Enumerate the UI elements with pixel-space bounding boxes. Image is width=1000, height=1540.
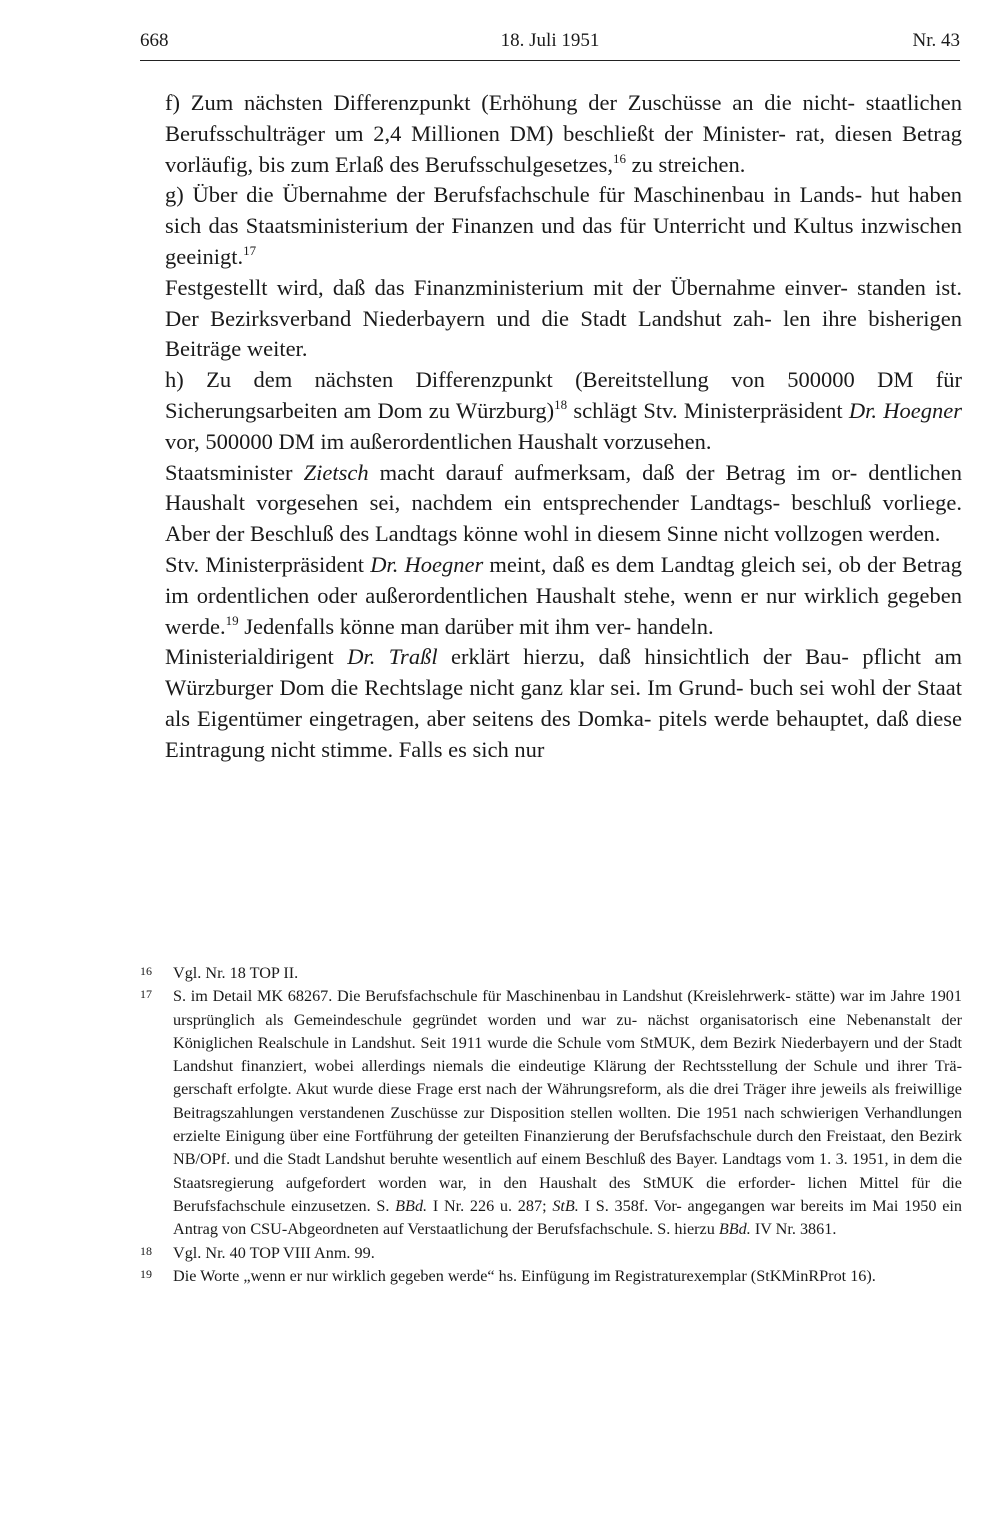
text-run: Vgl. Nr. 40 TOP VIII Anm. 99. [173, 1243, 375, 1262]
paragraph [165, 180, 962, 272]
main-text [165, 88, 962, 766]
text-run: IV Nr. 3861. [750, 1220, 837, 1239]
footnote-number: 19 [140, 1266, 152, 1281]
footnote-ref: 19 [225, 612, 239, 628]
text-run: Festgestellt wird, daß das Finanzministerium mit der Übernahme einver- standen ist. Der Bezirksverband Niederbayern und die Stadt Landshut zah- len ihre bisherigen Beiträge weiter. [165, 274, 962, 362]
issue-number: Nr. 43 [912, 30, 960, 51]
footnote-number: 18 [140, 1243, 152, 1258]
text-run: Vgl. Nr. 18 TOP II. [173, 964, 299, 982]
footnote-number: 16 [140, 964, 152, 978]
footnote [140, 1242, 962, 1265]
text-run: Jedenfalls könne man darüber mit ihm ver- handeln. [238, 613, 714, 639]
footnote-ref: 17 [243, 242, 257, 258]
footnote [140, 962, 962, 985]
text-run: Staatsminister [165, 459, 304, 485]
text-run: I S. 358f. Vor- angegangen war bereits im Mai 1950 ein Antrag von CSU-Abgeordneten auf Verstaatlichung der Berufsfachschule. S. hierzu [173, 1196, 962, 1239]
text-run: Ministerialdirigent [165, 644, 348, 670]
text-run: Die Worte „wenn er nur wirklich gegeben werde“ hs. Einfügung im Registraturexemplar (StKMinRProt 16). [173, 1266, 876, 1285]
text-run: g) Über die Übernahme der Berufsfachschule für Maschinenbau in Lands- hut haben sich das Staatsministerium der Finanzen und das für Unterricht und Kultus inzwischen geeinigt. [165, 182, 962, 269]
italic-name: StB. [552, 1196, 579, 1215]
text-run: schlägt Stv. Ministerpräsident [567, 397, 849, 423]
footnote-text [173, 962, 962, 985]
paragraph [165, 642, 962, 765]
footnote-text [173, 1242, 962, 1265]
paragraph [165, 458, 962, 550]
italic-name: Dr. Hoegner [370, 551, 484, 577]
italic-name: BBd. [718, 1220, 751, 1239]
italic-name: Dr. Traßl [347, 644, 438, 670]
text-run: h) Zu dem nächsten Differenzpunkt (Bereitstellung von 500000 DM für Sicherungsarbeiten am Dom zu Würzburg) [165, 367, 962, 423]
text-run: meint, daß es dem Landtag gleich sei, ob der Betrag im ordentlichen oder außerordentlichen Haushalt stehe, wenn er nur wirklich gegeben werde. [165, 551, 962, 639]
text-run: S. im Detail MK 68267. Die Berufsfachschule für Maschinenbau in Landshut (Kreislehrwerk- stätte) war im Jahre 1901 ursprünglich als Gemeindeschule gegründet worden und war zu- nächst organisatorisch eine Nebenanstalt der Königlichen Realschule in Landshut. Seit 1911 wurde die Schule vom StMUK, dem Bezirk Niederbayern und der Stadt Landshut finanziert, wobei allerdings niemals die eindeutige Klärung der Rechtsstellung der Schule und ihrer Trä- gerschaft erfolgte. Akut wurde diese Frage erst nach der Währungsreform, als die drei Träger ihre jeweils als freiwillige Beitragszahlungen verstandenen Zuschüsse zur Disposition stellen wollten. Die 1951 nach schwierigen Verhandlungen erzielte Einigung über eine Fortführung der geteilten Finanzierung der Berufsfachschule durch den Freistaat, den Bezirk NB/OPf. und die Stadt Landshut beruhte wesentlich auf einem Beschluß des Bayer. Landtags vom 1. 3. 1951, in dem die Staatsregierung aufgefordert worden war, in den Haushalt des StMUK die erforder- lichen Mittel für die Berufsfachschule einzusetzen. S. [173, 987, 962, 1215]
footnote-ref: 18 [554, 396, 568, 412]
text-run: macht darauf aufmerksam, daß der Betrag im or- dentlichen Haushalt vorgesehen sei, nachdem ein entsprechender Landtags- beschluß vorliege. Aber der Beschluß des Landtags könne wohl in diesem Sinne nicht vollzogen werden. [165, 459, 962, 547]
footnote [140, 1265, 962, 1288]
text-run: Stv. Ministerpräsident [165, 551, 371, 577]
italic-name: BBd. [395, 1196, 428, 1215]
footnote-text [173, 985, 962, 1241]
footnote-text [173, 1265, 962, 1288]
text-run: vor, 500000 DM im außerordentlichen Haushalt vorzusehen. [165, 428, 712, 454]
header-rule [140, 60, 960, 61]
paragraph [165, 365, 962, 457]
text-run: f) Zum nächsten Differenzpunkt (Erhöhung der Zuschüsse an die nicht- staatlichen Berufsschulträger um 2,4 Millionen DM) beschließt der Minister- rat, diesen Betrag vorläufig, bis zum Erlaß des Berufsschulgesetzes, [165, 90, 962, 177]
paragraph [165, 88, 962, 180]
paragraph [165, 550, 962, 642]
page-number: 668 [140, 30, 169, 51]
text-run: I Nr. 226 u. 287; [427, 1196, 553, 1215]
footnote-ref: 16 [613, 150, 627, 166]
footnotes [140, 962, 962, 1288]
header-date: 18. Juli 1951 [500, 30, 600, 51]
footnote [140, 985, 962, 1241]
running-header [140, 30, 960, 60]
text-run: erklärt hierzu, daß hinsichtlich der Bau- pflicht am Würzburger Dom die Rechtslage nicht ganz klar sei. Im Grund- buch sei wohl der Staat als Eigentümer eingetragen, aber seitens des Domka- pitels werde behauptet, daß diese Eintragung nicht stimme. Falls es sich nur [165, 644, 963, 762]
italic-name: Zietsch [303, 459, 369, 485]
paragraph [165, 273, 962, 365]
text-run: zu streichen. [626, 151, 746, 177]
italic-name: Dr. Hoegner [848, 397, 962, 423]
footnote-number: 17 [140, 987, 152, 1002]
